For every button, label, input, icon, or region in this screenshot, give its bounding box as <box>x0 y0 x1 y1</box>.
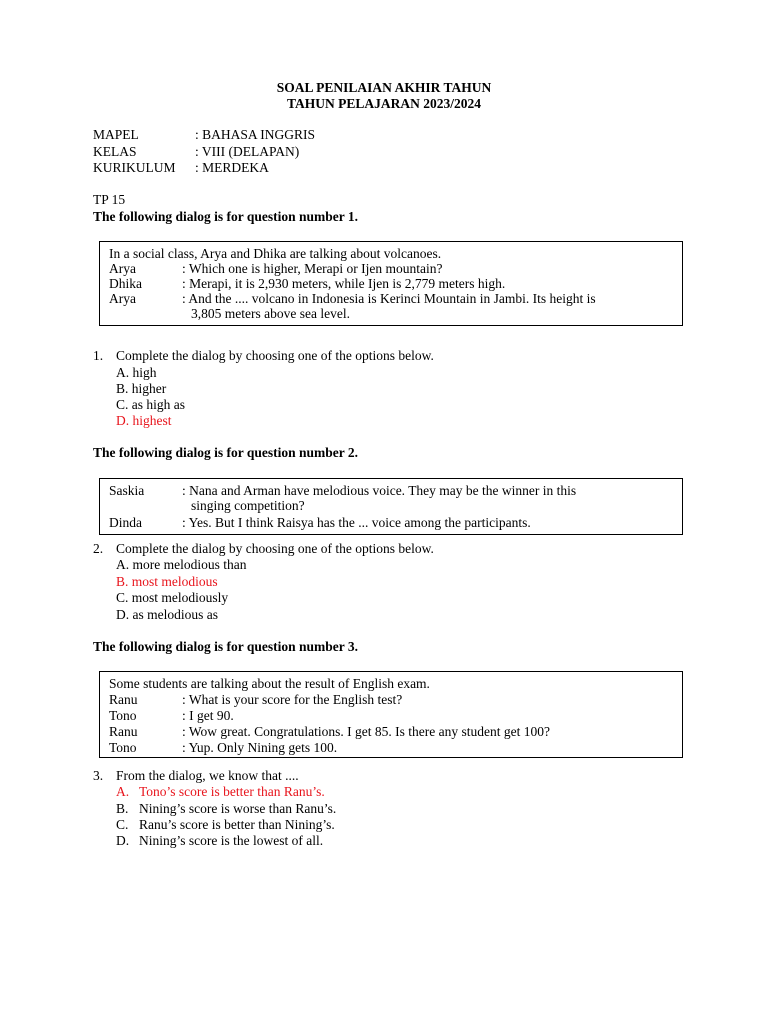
section-intro-3: The following dialog is for question number 3. <box>93 639 359 654</box>
dialog-speaker: Arya <box>109 261 136 276</box>
option-letter: B. <box>116 801 129 816</box>
dialog-speaker: Ranu <box>109 724 138 739</box>
dialog-speaker: Dinda <box>109 515 142 530</box>
dialog-utterance-continued: singing competition? <box>191 498 305 513</box>
answer-option[interactable]: A. high <box>116 365 157 380</box>
section-intro-2: The following dialog is for question number 2. <box>93 445 359 460</box>
dialog-speaker: Dhika <box>109 276 142 291</box>
option-letter: C. <box>116 817 129 832</box>
dialog-utterance-continued: 3,805 meters above sea level. <box>191 306 350 321</box>
dialog-speaker: Tono <box>109 708 137 723</box>
question-number: 1. <box>93 348 104 363</box>
dialog-box-1 <box>99 241 683 326</box>
dialog-utterance: : Merapi, it is 2,930 meters, while Ijen is 2,779 meters high. <box>182 276 506 291</box>
dialog-speaker: Arya <box>109 291 136 306</box>
meta-value: : MERDEKA <box>195 160 269 175</box>
dialog-utterance: : I get 90. <box>182 708 234 723</box>
dialog-utterance: : Yes. But I think Raisya has the ... voice among the participants. <box>182 515 531 530</box>
dialog-box-3 <box>99 671 683 758</box>
dialog-narration: Some students are talking about the result of English exam. <box>109 676 430 691</box>
question-text: Complete the dialog by choosing one of the options below. <box>116 348 434 363</box>
answer-option[interactable]: B. higher <box>116 381 167 396</box>
meta-label: KURIKULUM <box>93 160 176 175</box>
answer-option[interactable]: C. as high as <box>116 397 185 412</box>
option-letter: D. <box>116 833 130 848</box>
dialog-utterance: : What is your score for the English test? <box>182 692 403 707</box>
meta-value: : BAHASA INGGRIS <box>195 127 316 142</box>
tp-label: TP 15 <box>93 192 126 207</box>
exam-title: SOAL PENILAIAN AKHIR TAHUN <box>276 80 492 95</box>
answer-option[interactable]: C. most melodiously <box>116 590 229 605</box>
meta-value: : VIII (DELAPAN) <box>195 144 300 159</box>
dialog-utterance: : Nana and Arman have melodious voice. They may be the winner in this <box>182 483 577 498</box>
question-text: Complete the dialog by choosing one of the options below. <box>116 541 434 556</box>
meta-label: KELAS <box>93 144 137 159</box>
dialog-utterance: : And the .... volcano in Indonesia is Kerinci Mountain in Jambi. Its height is <box>182 291 596 306</box>
option-text: Nining’s score is worse than Ranu’s. <box>139 801 337 816</box>
dialog-narration: In a social class, Arya and Dhika are talking about volcanoes. <box>109 246 442 261</box>
answer-option-correct[interactable]: B. most melodious <box>116 574 218 589</box>
option-text: Ranu’s score is better than Nining’s. <box>139 817 335 832</box>
option-letter: A. <box>116 784 130 799</box>
dialog-utterance: : Wow great. Congratulations. I get 85. Is there any student get 100? <box>182 724 550 739</box>
question-number: 3. <box>93 768 104 783</box>
dialog-utterance: : Which one is higher, Merapi or Ijen mountain? <box>182 261 443 276</box>
answer-option[interactable]: D. as melodious as <box>116 607 218 622</box>
question-number: 2. <box>93 541 104 556</box>
exam-subtitle: TAHUN PELAJARAN 2023/2024 <box>286 96 481 111</box>
dialog-speaker: Ranu <box>109 692 138 707</box>
dialog-box-2 <box>99 478 683 535</box>
meta-label: MAPEL <box>93 127 139 142</box>
dialog-speaker: Tono <box>109 740 137 755</box>
section-intro-1: The following dialog is for question number 1. <box>93 209 359 224</box>
dialog-utterance: : Yup. Only Nining gets 100. <box>182 740 338 755</box>
option-text: Tono’s score is better than Ranu’s. <box>139 784 325 799</box>
question-text: From the dialog, we know that .... <box>116 768 299 783</box>
dialog-speaker: Saskia <box>109 483 145 498</box>
answer-option[interactable]: A. more melodious than <box>116 557 247 572</box>
option-text: Nining’s score is the lowest of all. <box>139 833 324 848</box>
answer-option-correct[interactable]: D. highest <box>116 413 172 428</box>
